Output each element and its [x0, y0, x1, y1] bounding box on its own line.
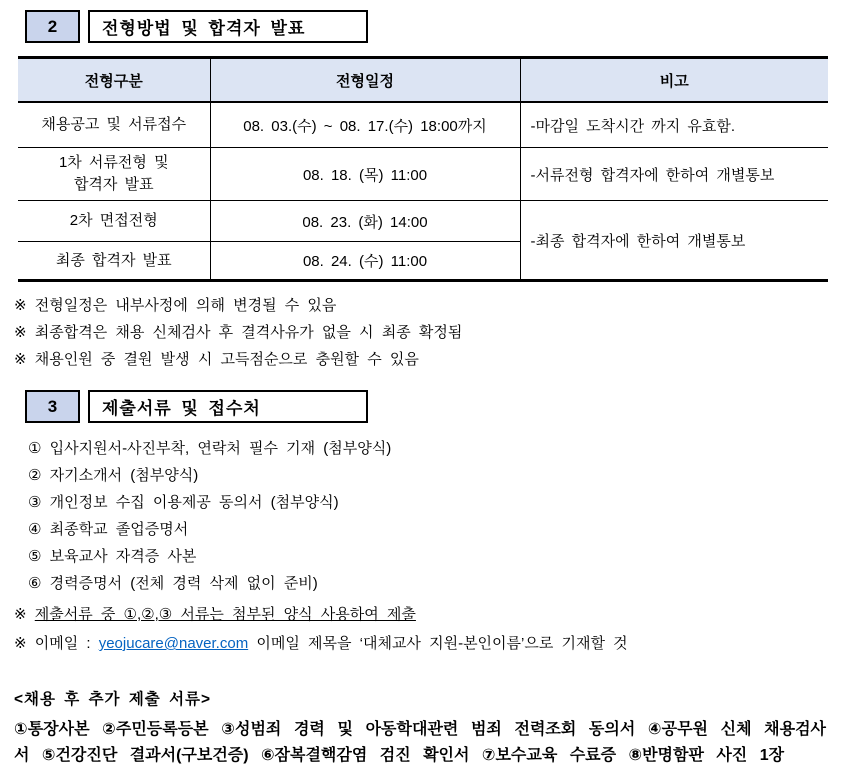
row-note: -마감일 도착시간 까지 유효함. — [520, 102, 828, 148]
submit-format-note — [14, 601, 828, 628]
note-line: ※ 최종합격은 채용 신체검사 후 결격사유가 없을 시 최종 확정됨 — [14, 324, 463, 341]
list-item: ⑥ 경력증명서 (전체 경력 삭제 없이 준비) — [28, 575, 318, 592]
note-line: ※ 채용인원 중 결원 발생 시 고득점순으로 충원할 수 있음 — [14, 351, 419, 368]
table-header-row — [18, 58, 828, 103]
row-schedule: 08. 24. (수) 11:00 — [210, 242, 520, 281]
email-link[interactable]: yeojucare@naver.com — [98, 635, 249, 652]
note-marker: ※ — [14, 606, 35, 623]
list-item: ⑤ 보육교사 자격증 사본 — [28, 548, 197, 565]
underlined-text: 제출서류 중 ①,②,③ 서류는 첨부된 양식 사용하여 제출 — [34, 606, 416, 623]
email-note-prefix: ※ 이메일 : — [14, 635, 99, 652]
table-row — [18, 148, 828, 201]
list-item: ① 입사지원서-사진부착, 연락처 필수 기재 (첨부양식) — [28, 440, 392, 457]
section-3-title: 제출서류 및 접수처 — [88, 390, 368, 423]
email-note-suffix: 이메일 제목을 ‘대체교사 지원-본인이름’으로 기재할 것 — [248, 635, 628, 652]
row-category: 최종 합격자 발표 — [18, 242, 210, 281]
row-note-merged: -최종 합격자에 한하여 개별통보 — [520, 201, 828, 281]
section-2-notes — [14, 292, 828, 373]
row-note: -서류전형 합격자에 한하여 개별통보 — [520, 148, 828, 201]
list-item: ② 자기소개서 (첨부양식) — [28, 467, 199, 484]
col-header-schedule: 전형일정 — [210, 58, 520, 103]
row-category: 채용공고 및 서류접수 — [18, 102, 210, 148]
row-category: 2차 면접전형 — [18, 201, 210, 242]
section-2-header — [25, 10, 828, 43]
note-line: ※ 전형일정은 내부사정에 의해 변경될 수 있음 — [14, 297, 337, 314]
table-row — [18, 201, 828, 242]
extra-documents-title: <채용 후 추가 제출 서류> — [14, 691, 212, 708]
list-item: ④ 최종학교 졸업증명서 — [28, 521, 189, 538]
row-schedule: 08. 03.(수) ~ 08. 17.(수) 18:00까지 — [210, 102, 520, 148]
email-note — [14, 630, 828, 657]
schedule-table — [18, 56, 828, 282]
row-schedule: 08. 23. (화) 14:00 — [210, 201, 520, 242]
section-3-number-badge: 3 — [25, 390, 80, 423]
row-category: 1차 서류전형 및 합격자 발표 — [18, 148, 210, 201]
section-3-header — [25, 390, 828, 423]
document-list — [28, 435, 828, 597]
extra-documents-body: ①통장사본 ②주민등록등본 ③성범죄 경력 및 아동학대관련 범죄 전력조회 동의서 ④공무원 신체 채용검사서 ⑤건강진단 결과서(구보건증) ⑥잠복결핵감염 검진 확인서 ⑦보수교육 수료증 ⑧반명함판 사진 1장 — [14, 721, 826, 764]
section-2-number-badge: 2 — [25, 10, 80, 43]
col-header-category: 전형구분 — [18, 58, 210, 103]
list-item: ③ 개인정보 수집 이용제공 동의서 (첨부양식) — [28, 494, 339, 511]
col-header-note: 비고 — [520, 58, 828, 103]
row-schedule: 08. 18. (목) 11:00 — [210, 148, 520, 201]
section-2-title: 전형방법 및 합격자 발표 — [88, 10, 368, 43]
table-row — [18, 102, 828, 148]
